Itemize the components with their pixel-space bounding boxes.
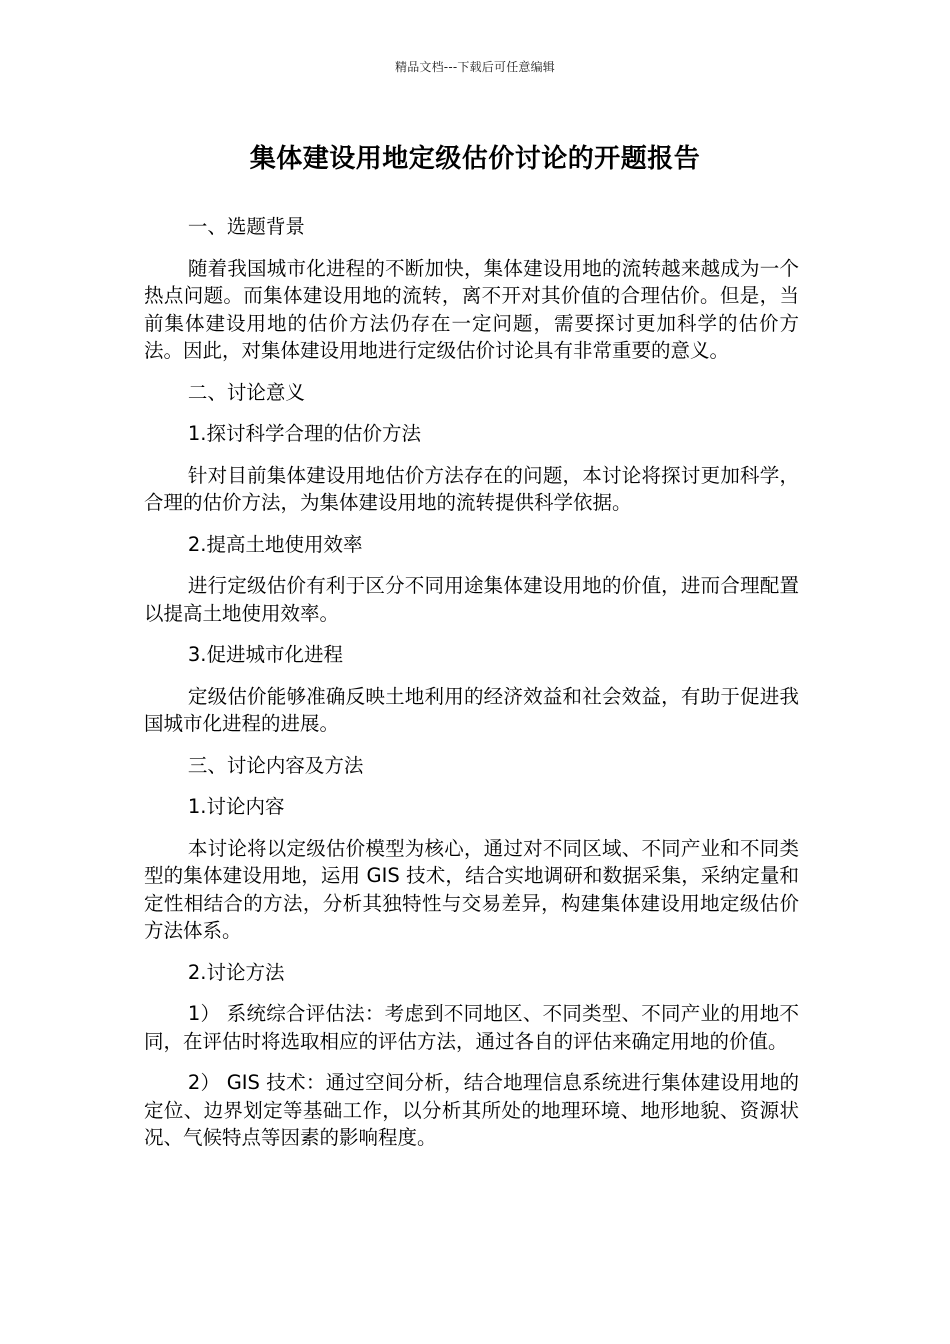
section-heading-significance: 二、讨论意义 — [187, 380, 305, 404]
page-header: 精品文档---下载后可任意编辑 — [395, 60, 555, 74]
paragraph-method: 针对目前集体建设用地估价方法存在的问题，本讨论将探讨更加科学，合理的估价方法，为集体建设用地的流转提供科学依据。 — [144, 463, 799, 514]
paragraph-method-2: 2） GIS 技术：通过空间分析，结合地理信息系统进行集体建设用地的定位、边界划定等基础工作，以分析其所处的地理环境、地形地貌、资源状况、气候特点等因素的影响程度。 — [144, 1071, 799, 1149]
paragraph-efficiency: 进行定级估价有利于区分不同用途集体建设用地的价值，进而合理配置以提高土地使用效率。 — [144, 574, 799, 625]
paragraph-method-1: 1） 系统综合评估法：考虑到不同地区、不同类型、不同产业的用地不同，在评估时将选取相应的评估方法，通过各自的评估来确定用地的价值。 — [144, 1002, 799, 1053]
document-title: 集体建设用地定级估价讨论的开题报告 — [249, 144, 701, 174]
paragraph-content: 本讨论将以定级估价模型为核心，通过对不同区域、不同产业和不同类型的集体建设用地，运用 GIS 技术，结合实地调研和数据采集，采纳定量和定性相结合的方法，分析其独特性与交易差异，构建集体建设用地定级估价方法体系。 — [144, 836, 799, 942]
paragraph-background: 随着我国城市化进程的不断加快，集体建设用地的流转越来越成为一个热点问题。而集体建设用地的流转，离不开对其价值的合理估价。但是，当前集体建设用地的估价方法仍存在一定问题，需要探讨更加科学的估价方法。因此，对集体建设用地进行定级估价讨论具有非常重要的意义。 — [144, 256, 799, 362]
paragraph-urbanization: 定级估价能够准确反映土地利用的经济效益和社会效益，有助于促进我国城市化进程的进展。 — [144, 684, 799, 735]
document-body — [144, 213, 799, 1166]
subheading-method: 1.探讨科学合理的估价方法 — [187, 422, 421, 445]
section-heading-background: 一、选题背景 — [187, 215, 305, 238]
section-heading-content-methods: 三、讨论内容及方法 — [187, 753, 364, 777]
subheading-efficiency: 2.提高土地使用效率 — [187, 532, 363, 556]
subheading-methods: 2.讨论方法 — [187, 960, 285, 984]
subheading-content: 1.讨论内容 — [187, 795, 285, 818]
subheading-urbanization: 3.促进城市化进程 — [187, 643, 343, 666]
